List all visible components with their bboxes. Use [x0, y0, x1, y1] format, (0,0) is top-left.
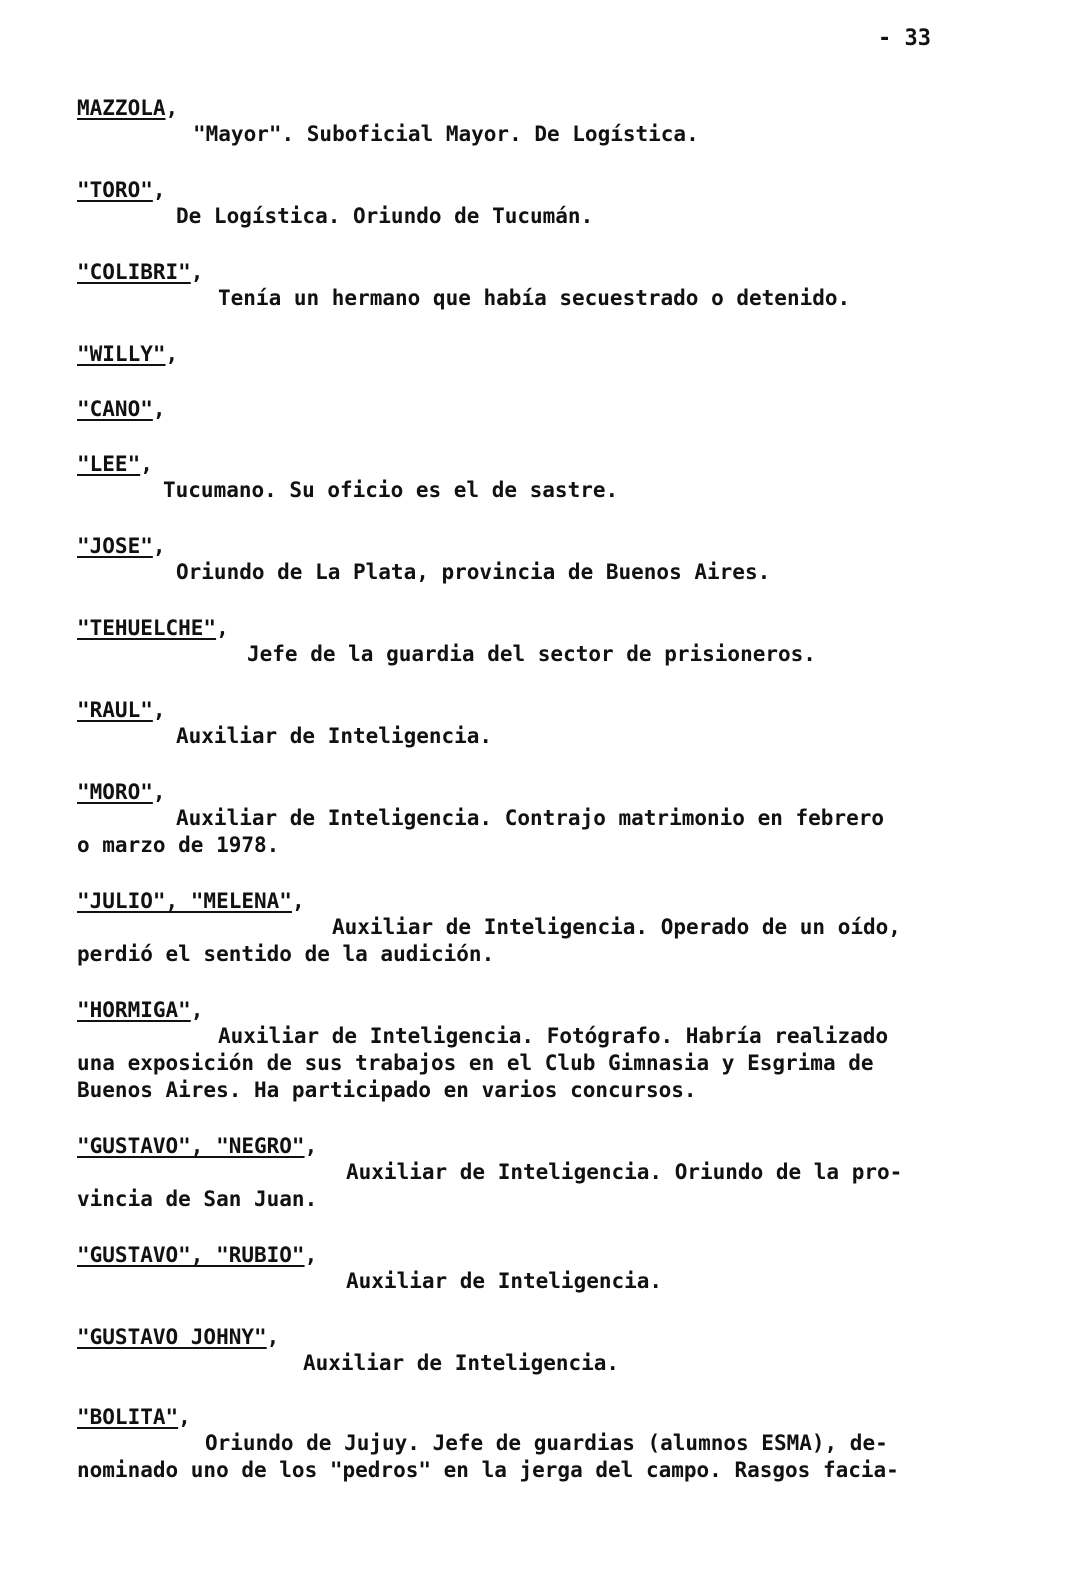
entry-alias: [77, 1405, 191, 1429]
alias-suffix: ,: [304, 1134, 318, 1158]
entry-description-line: perdió el sentido de la audición.: [77, 942, 495, 966]
alias-suffix: ,: [266, 1325, 280, 1349]
alias-name: "RAUL": [77, 698, 153, 722]
entry-description-line: Buenos Aires. Ha participado en varios concursos.: [77, 1078, 697, 1102]
alias-suffix: ,: [140, 452, 153, 476]
alias-name: "TEHUELCHE": [77, 616, 217, 640]
entry-alias: [77, 397, 166, 421]
entry-alias: [77, 342, 178, 366]
alias-suffix: ,: [152, 780, 166, 804]
entry-alias: [77, 1325, 279, 1349]
alias-name: "GUSTAVO JOHNY": [77, 1325, 267, 1349]
alias-name: "CANO": [77, 397, 153, 421]
alias-suffix: ,: [216, 616, 229, 640]
entry-description-line: Auxiliar de Inteligencia. Operado de un oído,: [332, 915, 901, 939]
alias-name: "LEE": [77, 452, 141, 476]
alias-suffix: ,: [190, 260, 204, 284]
entry-description-line: Oriundo de La Plata, provincia de Buenos Aires.: [176, 560, 771, 584]
entry-description-line: nominado uno de los "pedros" en la jerga del campo. Rasgos facia-: [77, 1458, 899, 1482]
entry-alias: [77, 534, 166, 558]
alias-suffix: ,: [178, 1405, 191, 1429]
entry-alias: [77, 780, 166, 804]
entry-description-line: vincia de San Juan.: [77, 1187, 318, 1211]
alias-suffix: ,: [165, 96, 179, 120]
alias-name: "BOLITA": [77, 1405, 179, 1429]
entry-description-line: Auxiliar de Inteligencia. Fotógrafo. Habría realizado: [218, 1024, 889, 1048]
alias-name: "GUSTAVO", "RUBIO": [77, 1243, 305, 1267]
alias-suffix: ,: [165, 342, 179, 366]
entry-description-line: Auxiliar de Inteligencia.: [303, 1351, 620, 1375]
alias-name: MAZZOLA: [77, 96, 166, 120]
alias-name: "WILLY": [77, 342, 166, 366]
entry-description-line: Tenía un hermano que había secuestrado o detenido.: [218, 286, 851, 310]
alias-suffix: ,: [152, 178, 166, 202]
alias-suffix: ,: [291, 889, 305, 913]
alias-name: "JULIO", "MELENA": [77, 889, 292, 913]
entry-description-line: Auxiliar de Inteligencia. Oriundo de la pro-: [346, 1160, 903, 1184]
entry-description-line: una exposición de sus trabajos en el Club Gimnasia y Esgrima de: [77, 1051, 874, 1075]
entry-alias: [77, 998, 203, 1022]
alias-name: "TORO": [77, 178, 153, 202]
entry-description-line: Auxiliar de Inteligencia.: [176, 724, 493, 748]
alias-suffix: ,: [152, 534, 166, 558]
alias-name: "MORO": [77, 780, 153, 804]
entry-alias: [77, 96, 178, 120]
entry-description-line: o marzo de 1978.: [77, 833, 280, 857]
alias-suffix: ,: [152, 397, 166, 421]
alias-name: "JOSE": [77, 534, 153, 558]
entry-description-line: Tucumano. Su oficio es el de sastre.: [163, 478, 619, 502]
alias-suffix: ,: [190, 998, 204, 1022]
entry-alias: [77, 698, 166, 722]
alias-suffix: ,: [304, 1243, 318, 1267]
entry-description-line: Auxiliar de Inteligencia. Contrajo matrimonio en febrero: [176, 806, 885, 830]
entry-alias: [77, 178, 166, 202]
alias-name: "HORMIGA": [77, 998, 191, 1022]
entry-description-line: De Logística. Oriundo de Tucumán.: [176, 204, 594, 228]
entry-description-line: Jefe de la guardia del sector de prisioneros.: [247, 642, 816, 666]
page-number: - 33: [878, 26, 931, 51]
entry-alias: [77, 260, 203, 284]
alias-name: "GUSTAVO", "NEGRO": [77, 1134, 305, 1158]
entry-description-line: Oriundo de Jujuy. Jefe de guardias (alumnos ESMA), de-: [205, 1431, 888, 1455]
entry-alias: [77, 1134, 317, 1158]
alias-name: "COLIBRI": [77, 260, 191, 284]
entry-alias: [77, 452, 153, 476]
entry-alias: [77, 1243, 317, 1267]
entry-alias: [77, 616, 229, 640]
entry-description-line: Auxiliar de Inteligencia.: [346, 1269, 663, 1293]
alias-suffix: ,: [152, 698, 166, 722]
entry-alias: [77, 889, 305, 913]
entry-description-line: "Mayor". Suboficial Mayor. De Logística.: [193, 122, 699, 146]
